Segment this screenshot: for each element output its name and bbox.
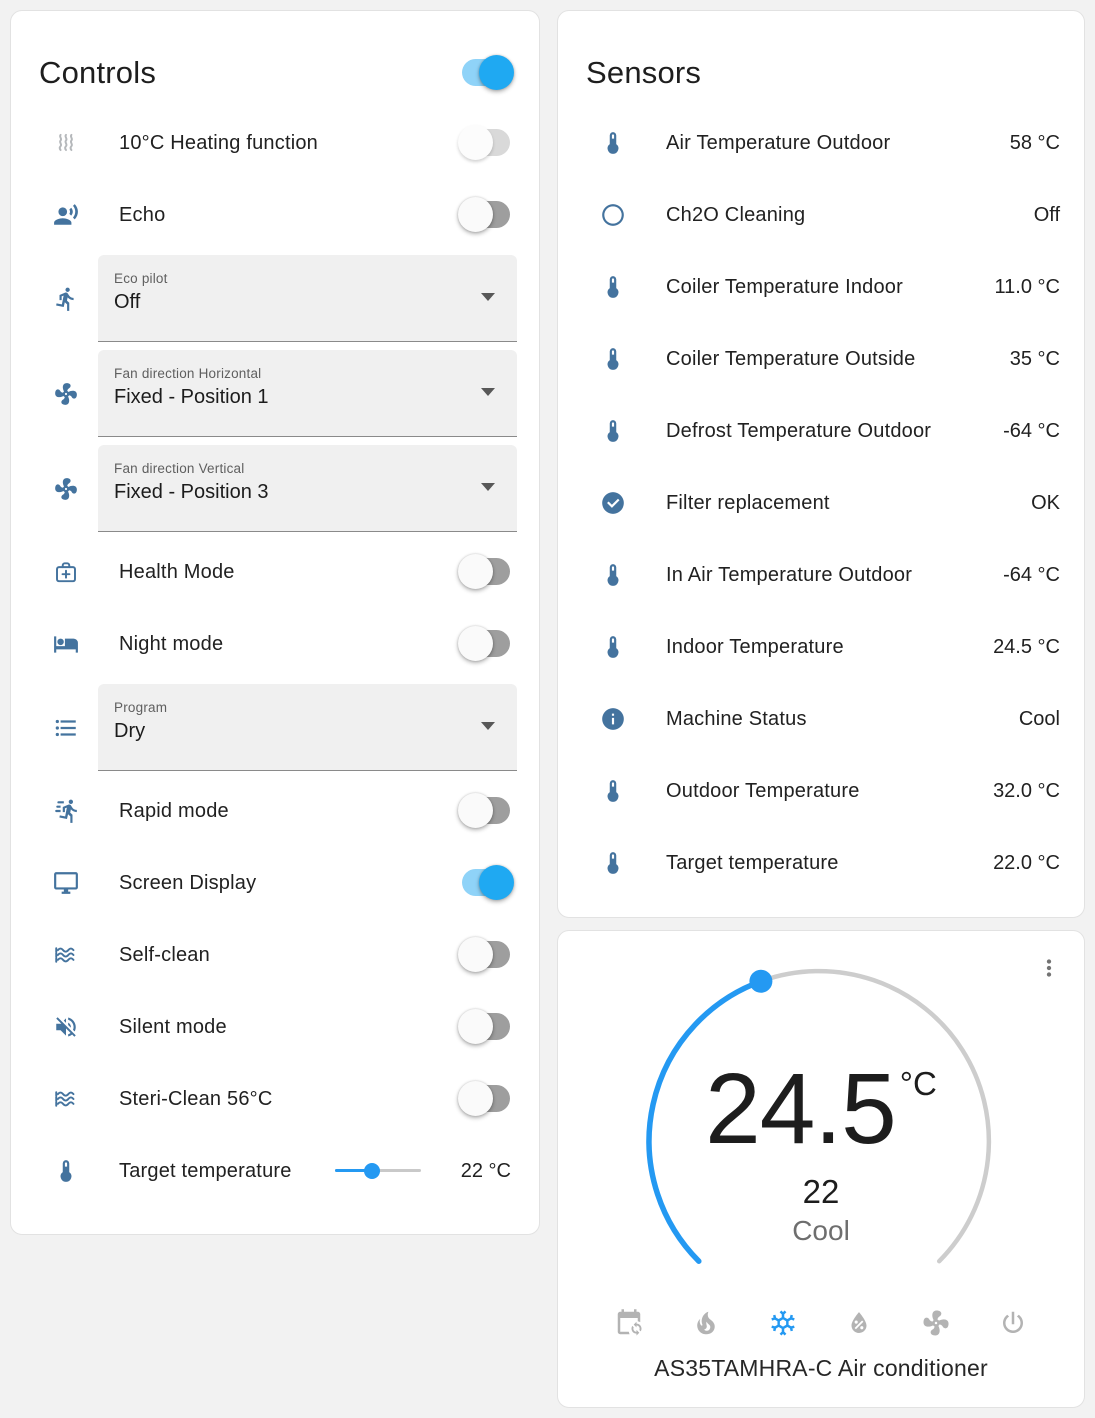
run-fast-icon bbox=[53, 798, 79, 824]
thermometer-icon bbox=[600, 778, 626, 804]
heat-wave-icon bbox=[53, 130, 79, 156]
chevron-down-icon bbox=[481, 293, 495, 301]
format-list-bulleted-icon bbox=[53, 715, 79, 741]
select-label: Program bbox=[114, 700, 168, 715]
toggle-night-mode[interactable] bbox=[461, 626, 511, 662]
switch-thumb bbox=[458, 1081, 493, 1116]
select-value: Off bbox=[114, 291, 141, 313]
air-filter-icon bbox=[53, 942, 79, 968]
format-list-bulleted-icon bbox=[53, 715, 79, 741]
air-filter-icon bbox=[53, 1086, 79, 1112]
control-label: Self-clean bbox=[119, 943, 210, 966]
control-row-10-c-heating-function bbox=[11, 107, 539, 179]
control-label: Rapid mode bbox=[119, 799, 229, 822]
switch-thumb bbox=[458, 125, 493, 160]
slider-value: 22 °C bbox=[460, 1159, 511, 1182]
sensor-value: 11.0 °C bbox=[994, 275, 1060, 298]
control-row-night-mode bbox=[11, 608, 539, 680]
thermometer-icon bbox=[600, 634, 626, 660]
calendar-sync-icon bbox=[614, 1308, 644, 1338]
circle-outline-icon bbox=[600, 202, 626, 228]
hvac-mode-cool-button[interactable] bbox=[768, 1308, 798, 1338]
calendar-sync-icon bbox=[614, 1308, 644, 1338]
select-label: Fan direction Horizontal bbox=[114, 366, 262, 381]
switch-thumb bbox=[458, 793, 493, 828]
thermometer-icon bbox=[600, 346, 626, 372]
power-icon bbox=[998, 1308, 1028, 1338]
air-filter-icon bbox=[53, 942, 79, 968]
fire-icon bbox=[691, 1308, 721, 1338]
hvac-mode-auto-button[interactable] bbox=[614, 1308, 644, 1338]
select-label: Eco pilot bbox=[114, 271, 168, 286]
fan-icon bbox=[53, 476, 79, 502]
power-icon bbox=[998, 1308, 1028, 1338]
sensor-value: Off bbox=[1033, 203, 1060, 226]
select-value: Fixed - Position 1 bbox=[114, 386, 269, 408]
control-row-program bbox=[11, 680, 539, 775]
sensor-value: -64 °C bbox=[1003, 419, 1060, 442]
hvac-mode-off-button[interactable] bbox=[998, 1308, 1028, 1338]
select-label: Fan direction Vertical bbox=[114, 461, 245, 476]
select-fan-direction-horizontal[interactable] bbox=[98, 350, 517, 437]
control-row-silent-mode bbox=[11, 991, 539, 1063]
thermometer-icon bbox=[600, 850, 626, 876]
switch-thumb bbox=[479, 865, 514, 900]
sensor-label: Indoor Temperature bbox=[666, 635, 844, 658]
control-row-steri-clean-56-c bbox=[11, 1063, 539, 1135]
select-eco-pilot[interactable] bbox=[98, 255, 517, 342]
control-row-echo bbox=[11, 179, 539, 251]
circle-outline-icon bbox=[600, 202, 626, 228]
sensor-label: Target temperature bbox=[666, 851, 839, 874]
select-value: Dry bbox=[114, 720, 146, 742]
control-row-self-clean bbox=[11, 919, 539, 991]
sensor-value: 35 °C bbox=[1009, 347, 1060, 370]
thermometer-icon bbox=[600, 130, 626, 156]
switch-thumb bbox=[458, 626, 493, 661]
control-label: 10°C Heating function bbox=[119, 131, 318, 154]
sensor-label: Outdoor Temperature bbox=[666, 779, 860, 802]
control-label: Steri-Clean 56°C bbox=[119, 1087, 273, 1110]
control-label: Night mode bbox=[119, 632, 224, 655]
control-row-fan-direction-vertical bbox=[11, 441, 539, 536]
sensors-header bbox=[558, 37, 1084, 107]
sensor-label: Machine Status bbox=[666, 707, 807, 730]
control-label: Silent mode bbox=[119, 1015, 227, 1038]
sensor-value: 58 °C bbox=[1009, 131, 1060, 154]
fan-icon bbox=[53, 476, 79, 502]
thermometer-icon bbox=[600, 562, 626, 588]
sensor-label: In Air Temperature Outdoor bbox=[666, 563, 913, 586]
information-icon bbox=[600, 706, 626, 732]
control-label: Echo bbox=[119, 203, 166, 226]
sensor-row-coiler-temperature-indoor[interactable] bbox=[558, 251, 1084, 323]
toggle-screen-display[interactable] bbox=[461, 865, 511, 901]
bed-icon bbox=[53, 631, 79, 657]
sensors-card bbox=[557, 10, 1085, 918]
temperature-unit: °C bbox=[899, 1065, 937, 1102]
sensor-label: Ch2O Cleaning bbox=[666, 203, 806, 226]
chevron-down-icon bbox=[481, 722, 495, 730]
target-temperature: 22 bbox=[802, 1173, 840, 1210]
more-options-button[interactable] bbox=[1036, 955, 1062, 981]
fan-icon bbox=[53, 381, 79, 407]
hvac-mode-fan-only-button[interactable] bbox=[921, 1308, 951, 1338]
sensor-row-target-temperature[interactable] bbox=[558, 827, 1084, 899]
control-label: Health Mode bbox=[119, 560, 235, 583]
thermometer-icon bbox=[600, 274, 626, 300]
toggle-steri-clean-56-c[interactable] bbox=[461, 1081, 511, 1117]
water-percent-icon bbox=[844, 1308, 874, 1338]
sensor-row-outdoor-temperature[interactable] bbox=[558, 755, 1084, 827]
control-label: Target temperature bbox=[119, 1159, 292, 1182]
sensor-row-air-temperature-outdoor[interactable] bbox=[558, 107, 1084, 179]
sensor-value: Cool bbox=[1018, 707, 1060, 730]
sensor-row-indoor-temperature[interactable] bbox=[558, 611, 1084, 683]
sensor-value: 24.5 °C bbox=[993, 635, 1060, 658]
account-voice-icon bbox=[53, 202, 79, 228]
toggle-silent-mode[interactable] bbox=[461, 1009, 511, 1045]
medical-bag-icon bbox=[53, 559, 79, 585]
monitor-icon bbox=[53, 870, 79, 896]
control-label: Screen Display bbox=[119, 871, 257, 894]
fan-icon bbox=[921, 1308, 951, 1338]
dial-handle[interactable] bbox=[749, 970, 772, 993]
thermometer-icon bbox=[600, 850, 626, 876]
toggle-rapid-mode[interactable] bbox=[461, 793, 511, 829]
select-value: Fixed - Position 3 bbox=[114, 481, 269, 503]
thermometer-icon bbox=[600, 778, 626, 804]
chevron-down-icon bbox=[481, 483, 495, 491]
switch-thumb bbox=[458, 937, 493, 972]
control-row-screen-display bbox=[11, 847, 539, 919]
sensor-value: 22.0 °C bbox=[993, 851, 1060, 874]
select-program[interactable] bbox=[98, 684, 517, 771]
water-percent-icon bbox=[844, 1308, 874, 1338]
control-row-eco-pilot bbox=[11, 251, 539, 346]
thermometer-icon bbox=[600, 562, 626, 588]
snowflake-icon bbox=[768, 1308, 798, 1338]
controls-title: Controls bbox=[39, 55, 157, 90]
switch-thumb bbox=[458, 197, 493, 232]
sensor-label: Air Temperature Outdoor bbox=[666, 131, 891, 154]
chevron-down-icon bbox=[481, 388, 495, 396]
sensor-value: 32.0 °C bbox=[993, 779, 1060, 802]
sensor-row-ch2o-cleaning[interactable] bbox=[558, 179, 1084, 251]
toggle-self-clean[interactable] bbox=[461, 937, 511, 973]
hvac-action-label: Cool bbox=[792, 1215, 850, 1246]
account-voice-icon bbox=[53, 202, 79, 228]
thermometer-icon bbox=[600, 130, 626, 156]
sensor-row-machine-status[interactable] bbox=[558, 683, 1084, 755]
device-name: AS35TAMHRA-C Air conditioner bbox=[654, 1355, 988, 1381]
control-row-fan-direction-horizontal bbox=[11, 346, 539, 441]
thermometer-icon bbox=[600, 418, 626, 444]
run-icon bbox=[53, 286, 79, 312]
volume-off-icon bbox=[53, 1014, 79, 1040]
control-row-health-mode bbox=[11, 536, 539, 608]
sensor-row-defrost-temperature-outdoor[interactable] bbox=[558, 395, 1084, 467]
thermometer-icon bbox=[53, 1158, 79, 1184]
fan-icon bbox=[921, 1308, 951, 1338]
thermometer-icon bbox=[53, 1158, 79, 1184]
thermometer-icon bbox=[600, 418, 626, 444]
temperature-display bbox=[558, 1053, 1084, 1247]
current-temperature: 24.5 bbox=[705, 1053, 896, 1165]
sensor-label: Filter replacement bbox=[666, 491, 830, 514]
fan-icon bbox=[53, 381, 79, 407]
sensor-label: Coiler Temperature Outside bbox=[666, 347, 916, 370]
hvac-mode-heat-button[interactable] bbox=[691, 1308, 721, 1338]
switch-thumb bbox=[479, 55, 514, 90]
sensor-label: Defrost Temperature Outdoor bbox=[666, 419, 932, 442]
run-icon bbox=[53, 286, 79, 312]
controls-header bbox=[11, 37, 539, 107]
sensor-row-filter-replacement[interactable] bbox=[558, 467, 1084, 539]
dots-vertical-icon bbox=[1036, 955, 1062, 981]
thermostat-card bbox=[557, 930, 1085, 1408]
volume-off-icon bbox=[53, 1014, 79, 1040]
control-row-rapid-mode bbox=[11, 775, 539, 847]
slider-target-temperature[interactable] bbox=[335, 1162, 421, 1180]
run-fast-icon bbox=[53, 798, 79, 824]
toggle-10-c-heating-function bbox=[461, 125, 511, 161]
sensor-row-coiler-temperature-outside[interactable] bbox=[558, 323, 1084, 395]
sensor-label: Coiler Temperature Indoor bbox=[666, 275, 903, 298]
information-icon bbox=[600, 706, 626, 732]
hvac-mode-dry-button[interactable] bbox=[844, 1308, 874, 1338]
thermometer-icon bbox=[600, 346, 626, 372]
toggle-health-mode[interactable] bbox=[461, 554, 511, 590]
control-row-target-temperature bbox=[11, 1135, 539, 1207]
controls-card bbox=[10, 10, 540, 1235]
sensor-row-in-air-temperature-outdoor[interactable] bbox=[558, 539, 1084, 611]
air-filter-icon bbox=[53, 1086, 79, 1112]
check-circle-icon bbox=[600, 490, 626, 516]
toggle-echo[interactable] bbox=[461, 197, 511, 233]
switch-thumb bbox=[458, 1009, 493, 1044]
snowflake-icon bbox=[768, 1308, 798, 1338]
switch-thumb bbox=[458, 554, 493, 589]
thermometer-icon bbox=[600, 274, 626, 300]
fire-icon bbox=[691, 1308, 721, 1338]
medical-bag-icon bbox=[53, 559, 79, 585]
heat-wave-icon bbox=[53, 130, 79, 156]
bed-icon bbox=[53, 631, 79, 657]
select-fan-direction-vertical[interactable] bbox=[98, 445, 517, 532]
check-circle-icon bbox=[600, 490, 626, 516]
sensor-value: OK bbox=[1031, 491, 1060, 514]
monitor-icon bbox=[53, 870, 79, 896]
controls-master-toggle[interactable] bbox=[461, 55, 511, 91]
sensors-title: Sensors bbox=[586, 55, 702, 90]
sensor-value: -64 °C bbox=[1003, 563, 1060, 586]
slider-thumb[interactable] bbox=[364, 1163, 380, 1179]
thermometer-icon bbox=[600, 634, 626, 660]
